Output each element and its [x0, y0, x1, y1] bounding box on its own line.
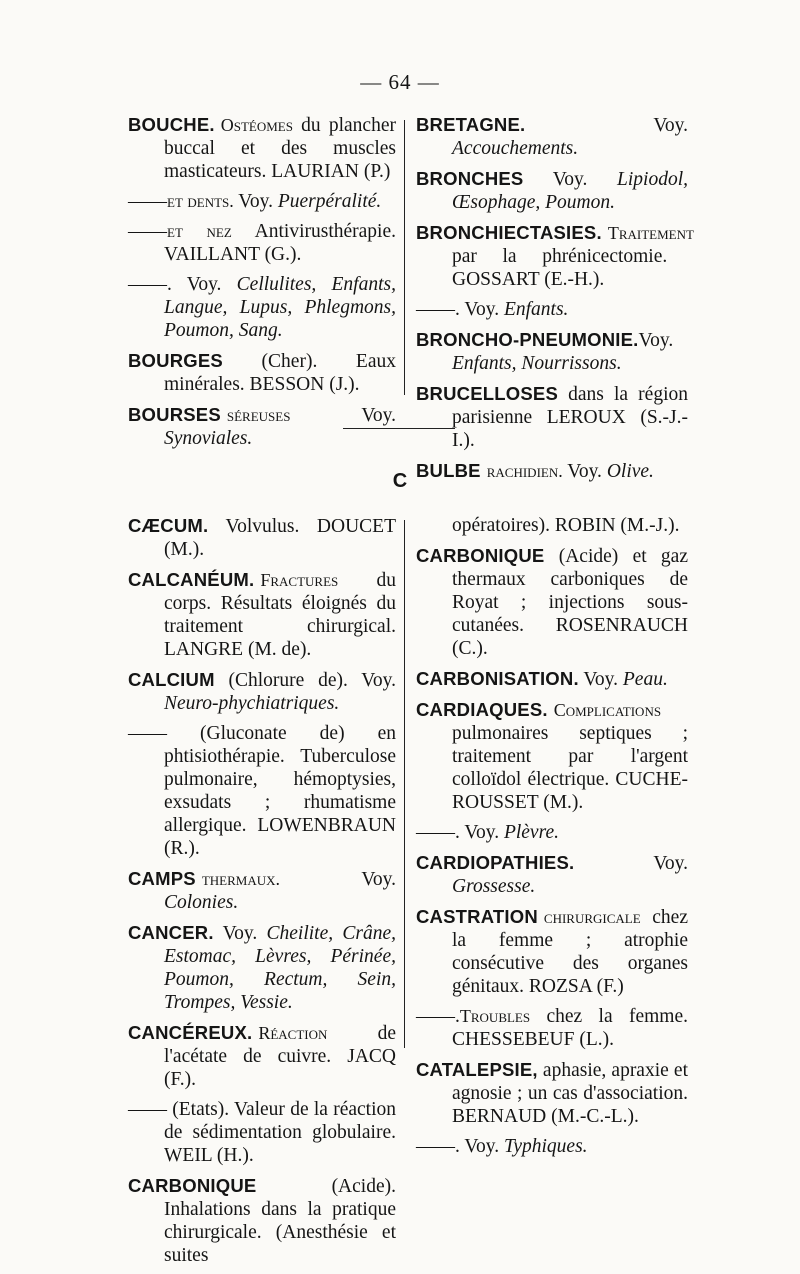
index-entry: [128, 1021, 396, 1091]
entry-dash: ——.: [416, 822, 460, 843]
index-entry: [128, 1098, 396, 1167]
entry-small-caps: et nez: [167, 221, 232, 241]
index-entry: [416, 221, 694, 291]
entry-small-caps: rachidien.: [486, 461, 563, 481]
entry-reference: Colonies.: [164, 892, 239, 913]
entry-reference: Neuro-phychiatriques.: [164, 693, 340, 714]
entry-text: dans la région parisienne LEROUX (S.-J.-I.).: [452, 384, 688, 451]
index-entry: [416, 905, 688, 998]
entry-text: Volvulus. DOUCET (M.).: [164, 516, 396, 560]
entry-text: Voy.: [171, 274, 237, 295]
entry-headword: BOUCHE.: [128, 114, 215, 135]
entry-reference: Accouchements.: [452, 138, 579, 159]
entry-headword: CAMPS: [128, 868, 196, 889]
entry-text: du corps. Résultats éloignés du traitement chirurgical. LANGRE (M. de).: [164, 570, 396, 660]
entry-text: du plancher buccal et des muscles masticateurs. LAURIAN (P.): [164, 115, 396, 182]
entry-headword: BOURGES: [128, 350, 223, 371]
column-bottom-right: [416, 514, 688, 1165]
entry-text: Voy.: [233, 191, 278, 212]
entry-text: Voy.: [459, 1136, 504, 1157]
entry-text: Voy.: [279, 869, 396, 890]
entry-headword: BULBE: [416, 460, 481, 481]
entry-dash: ——.: [128, 274, 172, 295]
column-top-left: [128, 113, 396, 457]
entry-text: (Acide). Inhalations dans la pratique chirurgicale. (Anesthésie et suites: [164, 1176, 396, 1266]
index-entry: [416, 1135, 688, 1158]
index-entry: [128, 403, 396, 450]
column-divider-top: [404, 120, 405, 395]
entry-headword: BRONCHES: [416, 168, 524, 189]
index-entry: [128, 1174, 396, 1267]
entry-headword: CASTRATION: [416, 906, 538, 927]
entry-text: Voy.: [459, 299, 504, 320]
entry-headword: BRONCHO-PNEUMONIE.: [416, 329, 639, 350]
entry-small-caps: chirurgicale: [543, 907, 641, 927]
entry-small-caps: Ostéomes: [220, 115, 293, 135]
index-entry: [128, 867, 396, 914]
entry-text: Antivirusthérapie. VAILLANT (G.).: [164, 221, 397, 265]
entry-text: Voy.: [574, 853, 688, 874]
entry-dash: ——: [128, 1099, 167, 1120]
entry-headword: BOURSES: [128, 404, 221, 425]
entry-small-caps: Traitement: [607, 223, 694, 243]
entry-text: chez la femme. CHESSEBEUF (L.).: [452, 1006, 688, 1050]
entry-headword: BRETAGNE.: [416, 114, 526, 135]
index-entry: [128, 568, 396, 661]
section-separator-rule: [343, 428, 455, 429]
entry-dash: ——.: [416, 1136, 460, 1157]
index-entry: [416, 382, 688, 452]
index-entry: [416, 113, 688, 160]
index-entry: [416, 328, 688, 375]
index-entry: [128, 514, 396, 561]
entry-reference: Cheilite, Crâne, Estomac, Lèvres, Périnée, Poumon, Rectum, Sein, Trompes, Vessie.: [164, 923, 396, 1013]
entry-text: Voy.: [578, 669, 623, 690]
index-entry: [416, 821, 688, 844]
entry-text: (Etats). Valeur de la réaction de sédimentation globulaire. WEIL (H.).: [164, 1099, 396, 1166]
entry-text: (Chlorure de). Voy.: [214, 670, 396, 691]
entry-text: de l'acétate de cuivre. JACQ (F.).: [164, 1023, 396, 1090]
column-divider-bottom: [404, 520, 405, 1048]
entry-small-caps: Complications: [553, 700, 662, 720]
entry-text: (Gluconate de) en phtisiothérapie. Tuberculose pulmonaire, hémoptysies, exsudats ; rhumatisme allergique. LOWENBRAUN (R.).: [164, 723, 396, 859]
entry-reference: Cellulites, Enfants, Langue, Lupus, Phlegmons, Poumon, Sang.: [164, 274, 396, 341]
entry-text: Voy.: [525, 115, 688, 136]
entry-text: Voy.: [638, 330, 674, 351]
index-entry: [416, 167, 688, 214]
index-entry: [128, 921, 396, 1014]
entry-headword: CALCIUM: [128, 669, 215, 690]
entry-reference: Typhiques.: [503, 1136, 588, 1157]
entry-text: Voy.: [290, 405, 396, 426]
entry-headword: CARDIOPATHIES.: [416, 852, 575, 873]
entry-reference: Peau.: [622, 669, 668, 690]
index-entry: [416, 1005, 688, 1051]
index-entry: [416, 298, 688, 321]
entry-text: Voy.: [213, 923, 267, 944]
entry-text: Voy.: [523, 169, 618, 190]
entry-text: (Acide) et gaz thermaux carboniques de Royat ; injections sous-cutanées. ROSENRAUCH (C.).: [452, 546, 688, 659]
entry-reference: Plèvre.: [503, 822, 559, 843]
entry-headword: CÆCUM.: [128, 515, 209, 536]
index-entry: [416, 667, 688, 691]
entry-text: (Cher). Eaux minérales. BESSON (J.).: [164, 351, 396, 395]
entry-text: aphasie, apraxie et agnosie ; un cas d'association. BERNAUD (M.-C.-L.).: [452, 1060, 688, 1127]
entry-headword: BRUCELLOSES: [416, 383, 558, 404]
entry-headword: CATALEPSIE,: [416, 1059, 538, 1080]
entry-headword: CARBONIQUE: [416, 545, 545, 566]
index-entry: [416, 544, 688, 660]
entry-reference: Synoviales.: [164, 428, 253, 449]
entry-headword: CALCANÉUM.: [128, 569, 255, 590]
index-entry: [416, 698, 688, 814]
entry-text: par la phrénicectomie. GOSSART (E.-H.).: [452, 246, 668, 290]
index-entry: [416, 1058, 688, 1128]
entry-text: chez la femme ; atrophie consécutive des organes génitaux. ROZSA (F.): [452, 907, 688, 997]
entry-small-caps: Fractures: [260, 570, 339, 590]
index-entry: [128, 113, 396, 183]
entry-dash: ——.: [416, 1006, 460, 1027]
entry-reference: Puerpéralité.: [277, 191, 382, 212]
section-letter: C: [392, 470, 408, 492]
entry-dash: ——: [128, 723, 167, 744]
entry-headword: CARBONIQUE: [128, 1175, 257, 1196]
entry-headword: CARDIAQUES.: [416, 699, 548, 720]
index-entry: [416, 514, 688, 537]
entry-small-caps: séreuses: [226, 405, 291, 425]
entry-dash: ——: [128, 221, 167, 242]
entry-headword: CANCÉREUX.: [128, 1022, 253, 1043]
entry-reference: Enfants, Nourrissons.: [452, 353, 622, 374]
index-entry: [128, 349, 396, 396]
entry-text: opératoires). ROBIN (M.-J.).: [452, 515, 680, 536]
entry-text: Voy.: [459, 822, 504, 843]
entry-headword: CARBONISATION.: [416, 668, 579, 689]
page-number: — 64 —: [360, 70, 440, 94]
entry-headword: BRONCHIECTASIES.: [416, 222, 602, 243]
entry-small-caps: Réaction: [258, 1023, 328, 1043]
entry-reference: Grossesse.: [452, 876, 536, 897]
index-entry: [128, 722, 396, 860]
index-entry: [128, 273, 396, 342]
entry-dash: ——: [128, 191, 167, 212]
entry-small-caps: Troubles: [459, 1006, 531, 1026]
index-entry: [416, 851, 688, 898]
entry-text: pulmonaires septiques ; traitement par l'argent colloïdol électrique. CUCHE-ROUSSET (M.).: [452, 723, 688, 813]
entry-text: Voy.: [562, 461, 607, 482]
entry-reference: Enfants.: [503, 299, 569, 320]
column-top-right: [416, 113, 694, 490]
index-entry: [128, 220, 396, 266]
entry-headword: CANCER.: [128, 922, 214, 943]
entry-dash: ——.: [416, 299, 460, 320]
index-entry: [128, 668, 396, 715]
entry-small-caps: thermaux.: [201, 869, 280, 889]
entry-reference: Lipiodol, Œsophage, Poumon.: [452, 169, 688, 213]
entry-small-caps: et dents.: [167, 191, 234, 211]
index-entry: [128, 190, 396, 213]
column-bottom-left: [128, 514, 396, 1274]
entry-reference: Olive.: [606, 461, 654, 482]
